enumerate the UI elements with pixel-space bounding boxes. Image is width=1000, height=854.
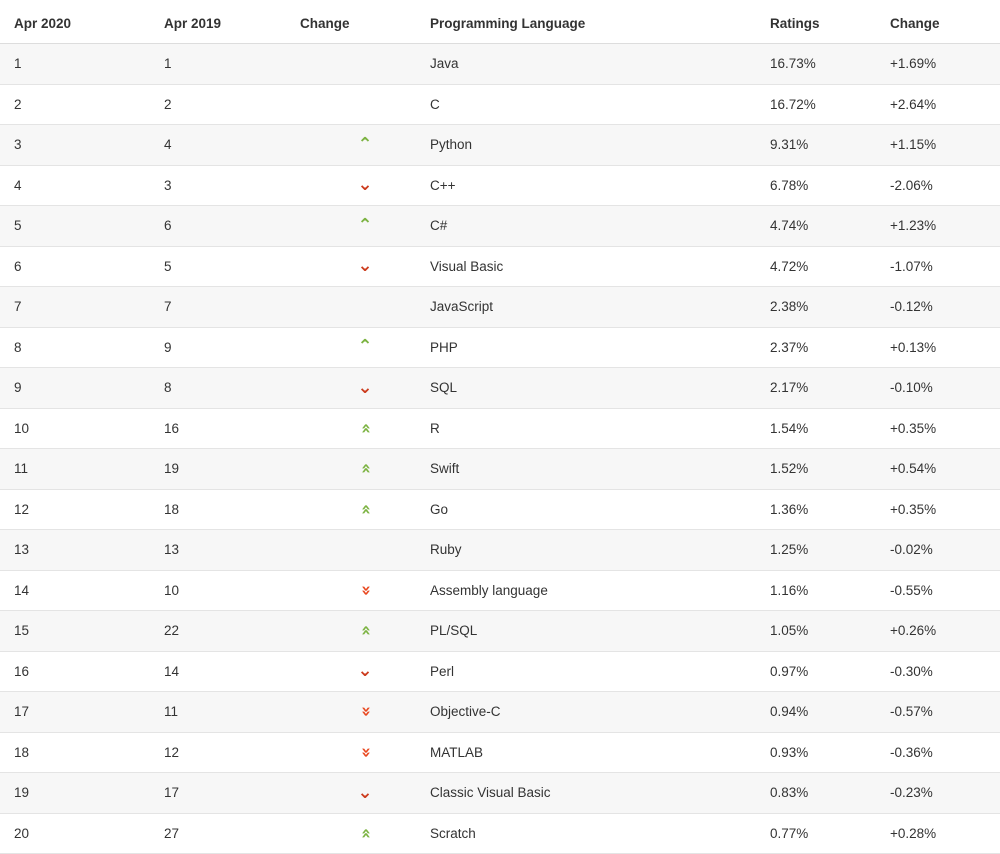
arrow-up-icon: ⌃: [357, 336, 373, 358]
cell-rank-apr-2019: 1: [150, 44, 300, 85]
cell-ratings: 1.25%: [770, 530, 890, 571]
cell-change-indicator: [300, 530, 430, 571]
cell-programming-language: Ruby: [430, 530, 770, 571]
cell-programming-language: PL/SQL: [430, 611, 770, 652]
cell-ratings-change: +0.28%: [890, 813, 1000, 854]
table-row: [0, 206, 1000, 247]
cell-programming-language: Objective-C: [430, 692, 770, 733]
cell-programming-language: R: [430, 408, 770, 449]
cell-change-indicator: [300, 408, 430, 449]
cell-ratings-change: +0.26%: [890, 611, 1000, 652]
cell-change-indicator: [300, 125, 430, 166]
cell-programming-language: Visual Basic: [430, 246, 770, 287]
cell-rank-apr-2019: 4: [150, 125, 300, 166]
double-arrow-up-icon: «: [355, 463, 376, 475]
cell-rank-apr-2019: 22: [150, 611, 300, 652]
cell-ratings-change: +0.35%: [890, 408, 1000, 449]
cell-rank-apr-2020: 4: [0, 165, 150, 206]
double-arrow-up-icon: «: [355, 422, 376, 434]
cell-rank-apr-2019: 19: [150, 449, 300, 490]
cell-ratings-change: +0.54%: [890, 449, 1000, 490]
cell-change-indicator: [300, 773, 430, 814]
cell-ratings: 0.94%: [770, 692, 890, 733]
cell-rank-apr-2020: 19: [0, 773, 150, 814]
cell-rank-apr-2020: 11: [0, 449, 150, 490]
cell-change-indicator: [300, 692, 430, 733]
cell-rank-apr-2020: 20: [0, 813, 150, 854]
column-header-rank-apr-2019[interactable]: Apr 2019: [150, 16, 300, 44]
column-header-programming-language[interactable]: Programming Language: [430, 16, 770, 44]
cell-ratings-change: +2.64%: [890, 84, 1000, 125]
column-header-change[interactable]: Change: [300, 16, 430, 44]
table-row: [0, 287, 1000, 328]
cell-change-indicator: [300, 732, 430, 773]
cell-rank-apr-2019: 17: [150, 773, 300, 814]
cell-ratings-change: -0.10%: [890, 368, 1000, 409]
cell-rank-apr-2020: 10: [0, 408, 150, 449]
arrow-down-icon: ⌄: [357, 174, 373, 196]
cell-rank-apr-2020: 1: [0, 44, 150, 85]
cell-change-indicator: [300, 165, 430, 206]
cell-ratings: 2.37%: [770, 327, 890, 368]
cell-programming-language: Swift: [430, 449, 770, 490]
cell-ratings: 1.52%: [770, 449, 890, 490]
cell-ratings: 1.36%: [770, 489, 890, 530]
cell-change-indicator: [300, 611, 430, 652]
cell-programming-language: Assembly language: [430, 570, 770, 611]
cell-ratings-change: -0.02%: [890, 530, 1000, 571]
cell-rank-apr-2019: 27: [150, 813, 300, 854]
table-row: [0, 692, 1000, 733]
double-arrow-up-icon: «: [355, 827, 376, 839]
cell-ratings: 9.31%: [770, 125, 890, 166]
cell-change-indicator: [300, 246, 430, 287]
column-header-rank-apr-2020[interactable]: Apr 2020: [0, 16, 150, 44]
cell-ratings: 2.17%: [770, 368, 890, 409]
cell-rank-apr-2019: 10: [150, 570, 300, 611]
cell-programming-language: Java: [430, 44, 770, 85]
cell-ratings-change: -2.06%: [890, 165, 1000, 206]
cell-rank-apr-2019: 13: [150, 530, 300, 571]
cell-rank-apr-2020: 5: [0, 206, 150, 247]
cell-rank-apr-2020: 18: [0, 732, 150, 773]
table-row: [0, 408, 1000, 449]
cell-ratings: 16.72%: [770, 84, 890, 125]
arrow-down-icon: ⌄: [357, 660, 373, 682]
cell-rank-apr-2019: 5: [150, 246, 300, 287]
cell-ratings-change: -0.55%: [890, 570, 1000, 611]
cell-ratings-change: -0.57%: [890, 692, 1000, 733]
cell-ratings: 1.16%: [770, 570, 890, 611]
cell-ratings-change: -0.23%: [890, 773, 1000, 814]
table-row: [0, 449, 1000, 490]
cell-programming-language: C: [430, 84, 770, 125]
cell-programming-language: Python: [430, 125, 770, 166]
cell-rank-apr-2020: 8: [0, 327, 150, 368]
cell-change-indicator: [300, 327, 430, 368]
cell-rank-apr-2019: 11: [150, 692, 300, 733]
cell-rank-apr-2019: 9: [150, 327, 300, 368]
cell-ratings: 16.73%: [770, 44, 890, 85]
double-arrow-down-icon: »: [355, 746, 376, 758]
cell-programming-language: Perl: [430, 651, 770, 692]
table-row: [0, 489, 1000, 530]
cell-rank-apr-2020: 15: [0, 611, 150, 652]
cell-ratings-change: +0.13%: [890, 327, 1000, 368]
table-row: [0, 611, 1000, 652]
table-body: [0, 44, 1000, 854]
cell-rank-apr-2020: 13: [0, 530, 150, 571]
cell-rank-apr-2020: 12: [0, 489, 150, 530]
cell-ratings: 0.83%: [770, 773, 890, 814]
arrow-up-icon: ⌃: [357, 133, 373, 155]
cell-programming-language: JavaScript: [430, 287, 770, 328]
cell-rank-apr-2020: 16: [0, 651, 150, 692]
cell-ratings: 1.05%: [770, 611, 890, 652]
cell-ratings: 0.93%: [770, 732, 890, 773]
cell-rank-apr-2019: 2: [150, 84, 300, 125]
cell-programming-language: Go: [430, 489, 770, 530]
double-arrow-up-icon: «: [355, 503, 376, 515]
cell-ratings: 1.54%: [770, 408, 890, 449]
table-row: [0, 773, 1000, 814]
double-arrow-up-icon: «: [355, 625, 376, 637]
cell-rank-apr-2019: 12: [150, 732, 300, 773]
table-row: [0, 165, 1000, 206]
table-row: [0, 125, 1000, 166]
cell-ratings: 0.97%: [770, 651, 890, 692]
column-header-ratings[interactable]: Ratings: [770, 16, 890, 44]
table-row: [0, 246, 1000, 287]
table-row: [0, 327, 1000, 368]
cell-change-indicator: [300, 449, 430, 490]
cell-change-indicator: [300, 570, 430, 611]
cell-rank-apr-2020: 7: [0, 287, 150, 328]
cell-programming-language: Scratch: [430, 813, 770, 854]
table-row: [0, 530, 1000, 571]
cell-ratings: 0.77%: [770, 813, 890, 854]
cell-rank-apr-2020: 6: [0, 246, 150, 287]
cell-ratings: 4.74%: [770, 206, 890, 247]
cell-rank-apr-2020: 14: [0, 570, 150, 611]
cell-ratings: 4.72%: [770, 246, 890, 287]
cell-ratings-change: -0.30%: [890, 651, 1000, 692]
cell-change-indicator: [300, 813, 430, 854]
programming-language-ranking-table: [0, 16, 1000, 854]
cell-rank-apr-2019: 7: [150, 287, 300, 328]
arrow-down-icon: ⌄: [357, 376, 373, 398]
cell-change-indicator: [300, 287, 430, 328]
cell-change-indicator: [300, 489, 430, 530]
cell-change-indicator: [300, 368, 430, 409]
top-spacer: [0, 0, 1000, 16]
cell-rank-apr-2019: 3: [150, 165, 300, 206]
cell-programming-language: MATLAB: [430, 732, 770, 773]
cell-ratings-change: +0.35%: [890, 489, 1000, 530]
cell-rank-apr-2019: 6: [150, 206, 300, 247]
cell-rank-apr-2019: 16: [150, 408, 300, 449]
cell-rank-apr-2019: 18: [150, 489, 300, 530]
cell-change-indicator: [300, 84, 430, 125]
arrow-up-icon: ⌃: [357, 214, 373, 236]
cell-rank-apr-2019: 8: [150, 368, 300, 409]
table-header-row: [0, 16, 1000, 44]
cell-change-indicator: [300, 44, 430, 85]
cell-rank-apr-2020: 2: [0, 84, 150, 125]
table-row: [0, 732, 1000, 773]
table-row: [0, 570, 1000, 611]
cell-programming-language: Classic Visual Basic: [430, 773, 770, 814]
arrow-down-icon: ⌄: [357, 255, 373, 277]
cell-programming-language: C#: [430, 206, 770, 247]
arrow-down-icon: ⌄: [357, 781, 373, 803]
table-header: [0, 16, 1000, 44]
table-row: [0, 651, 1000, 692]
table-row: [0, 813, 1000, 854]
column-header-ratings-change[interactable]: Change: [890, 16, 1000, 44]
cell-ratings: 6.78%: [770, 165, 890, 206]
table-row: [0, 368, 1000, 409]
cell-ratings: 2.38%: [770, 287, 890, 328]
cell-ratings-change: -0.36%: [890, 732, 1000, 773]
double-arrow-down-icon: »: [355, 706, 376, 718]
cell-change-indicator: [300, 206, 430, 247]
cell-ratings-change: -0.12%: [890, 287, 1000, 328]
cell-programming-language: PHP: [430, 327, 770, 368]
cell-ratings-change: +1.15%: [890, 125, 1000, 166]
cell-ratings-change: +1.69%: [890, 44, 1000, 85]
double-arrow-down-icon: »: [355, 584, 376, 596]
table-row: [0, 84, 1000, 125]
table-row: [0, 44, 1000, 85]
cell-rank-apr-2020: 9: [0, 368, 150, 409]
cell-rank-apr-2020: 3: [0, 125, 150, 166]
cell-rank-apr-2019: 14: [150, 651, 300, 692]
cell-change-indicator: [300, 651, 430, 692]
cell-rank-apr-2020: 17: [0, 692, 150, 733]
cell-programming-language: C++: [430, 165, 770, 206]
cell-programming-language: SQL: [430, 368, 770, 409]
cell-ratings-change: +1.23%: [890, 206, 1000, 247]
cell-ratings-change: -1.07%: [890, 246, 1000, 287]
